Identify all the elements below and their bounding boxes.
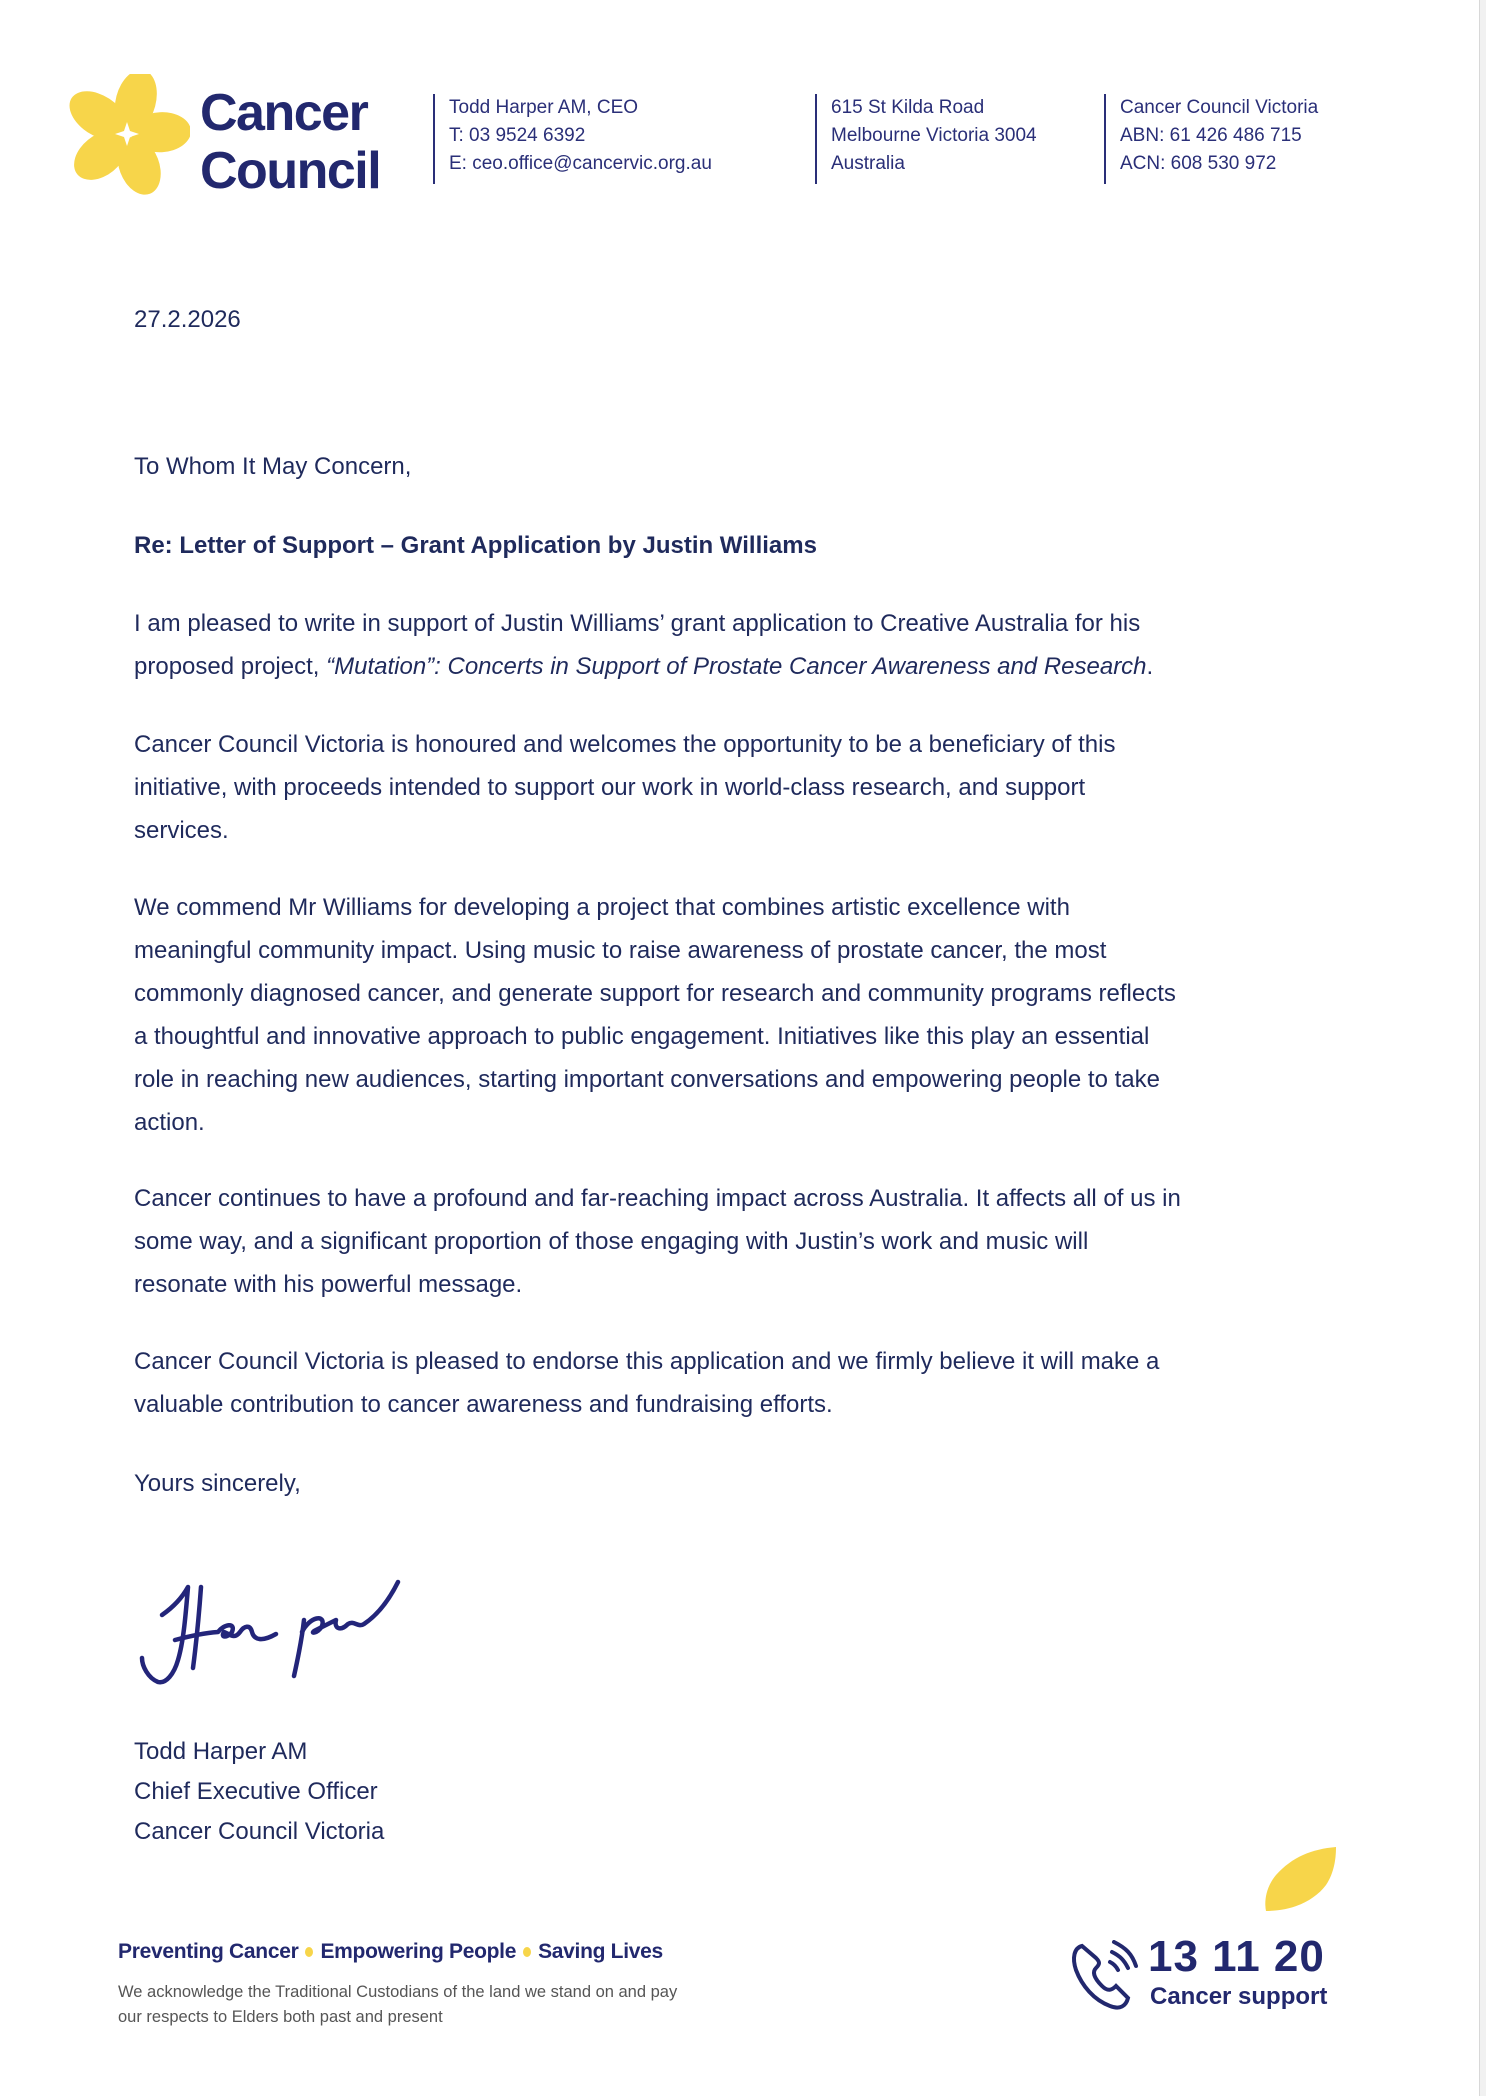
paragraph-line: We commend Mr Williams for developing a project that combines artistic excellence with [134,894,1070,921]
tagline-item: Saving Lives [538,1940,663,1963]
org-name: Cancer Council Victoria [1120,97,1319,118]
paragraph-line: I am pleased to write in support of Justin Williams’ grant application to Creative Australia for his [134,610,1141,637]
paragraph-3 [134,886,1176,1144]
text-run: . [1146,653,1154,680]
paragraph-line: services. [134,817,229,844]
text-run: proposed project, [134,653,327,680]
paragraph-line: initiative, with proceeds intended to support our work in world-class research, and support [134,774,1086,801]
org-acn: ACN: 608 530 972 [1120,153,1277,174]
paragraph-line: valuable contribution to cancer awareness and fundraising efforts. [134,1391,833,1418]
address-line: 615 St Kilda Road [831,97,985,118]
header-contact [433,94,712,184]
tagline-item: Empowering People [320,1940,517,1963]
paragraph-line: Cancer Council Victoria is pleased to endorse this application and we firmly believe it will make a [134,1348,1160,1375]
paragraph-line: some way, and a significant proportion of those engaging with Justin’s work and music will [134,1228,1089,1255]
paragraph-2 [134,723,1115,852]
bullet-dot-icon [305,1947,313,1957]
page-edge [1479,0,1486,2096]
paragraph-line: role in reaching new audiences, starting important conversations and empowering people to take [134,1066,1160,1093]
brand-line-1: Cancer [200,84,368,142]
ceo-email: E: ceo.office@cancervic.org.au [449,153,712,174]
bullet-dot-icon [523,1947,531,1957]
paragraph-5 [134,1340,1159,1426]
signatory-block [134,1732,384,1852]
paragraph-1 [134,602,1153,688]
org-abn: ABN: 61 426 486 715 [1120,125,1302,146]
header-address [815,94,1037,184]
paragraph-4 [134,1177,1181,1306]
phone-icon [1070,1940,1142,2012]
ceo-name: Todd Harper AM, CEO [449,97,639,118]
acknowledgement [118,1980,677,2030]
ack-line: our respects to Elders both past and present [118,2008,443,2026]
daffodil-logo-icon [64,74,190,198]
signatory-title: Chief Executive Officer [134,1778,378,1805]
closing: Yours sincerely, [134,1470,301,1497]
paragraph-line: a thoughtful and innovative approach to public engagement. Initiatives like this play an essential [134,1023,1150,1050]
ack-line: We acknowledge the Traditional Custodians of the land we stand on and pay [118,1983,678,2001]
paragraph-line: Cancer continues to have a profound and far-reaching impact across Australia. It affects all of us in [134,1185,1181,1212]
footer-tagline [118,1940,663,1964]
brand-line-2: Council [200,142,381,200]
header-org [1104,94,1318,184]
ceo-phone: T: 03 9524 6392 [449,125,586,146]
address-line: Australia [831,153,905,174]
address-line: Melbourne Victoria 3004 [831,125,1037,146]
paragraph-line: action. [134,1109,205,1136]
support-phone-label: Cancer support [1150,1983,1328,2010]
leaf-icon [1262,1845,1338,1913]
salutation: To Whom It May Concern, [134,453,412,480]
subject-line: Re: Letter of Support – Grant Application by Justin Williams [134,532,817,559]
tagline-item: Preventing Cancer [118,1940,299,1963]
support-phone-number: 13 11 20 [1148,1932,1325,1981]
brand-wordmark [200,84,380,200]
paragraph-line: Cancer Council Victoria is honoured and welcomes the opportunity to be a beneficiary of this [134,731,1116,758]
paragraph-line: meaningful community impact. Using music to raise awareness of prostate cancer, the most [134,937,1107,964]
signatory-name: Todd Harper AM [134,1738,308,1765]
paragraph-line: commonly diagnosed cancer, and generate support for research and community programs reflects [134,980,1176,1007]
project-title: “Mutation”: Concerts in Support of Prostate Cancer Awareness and Research [326,653,1147,680]
letter-date: 27.2.2026 [134,306,241,333]
paragraph-line [134,645,1153,688]
signature [120,1560,420,1700]
signatory-org: Cancer Council Victoria [134,1818,385,1845]
paragraph-line: resonate with his powerful message. [134,1271,523,1298]
